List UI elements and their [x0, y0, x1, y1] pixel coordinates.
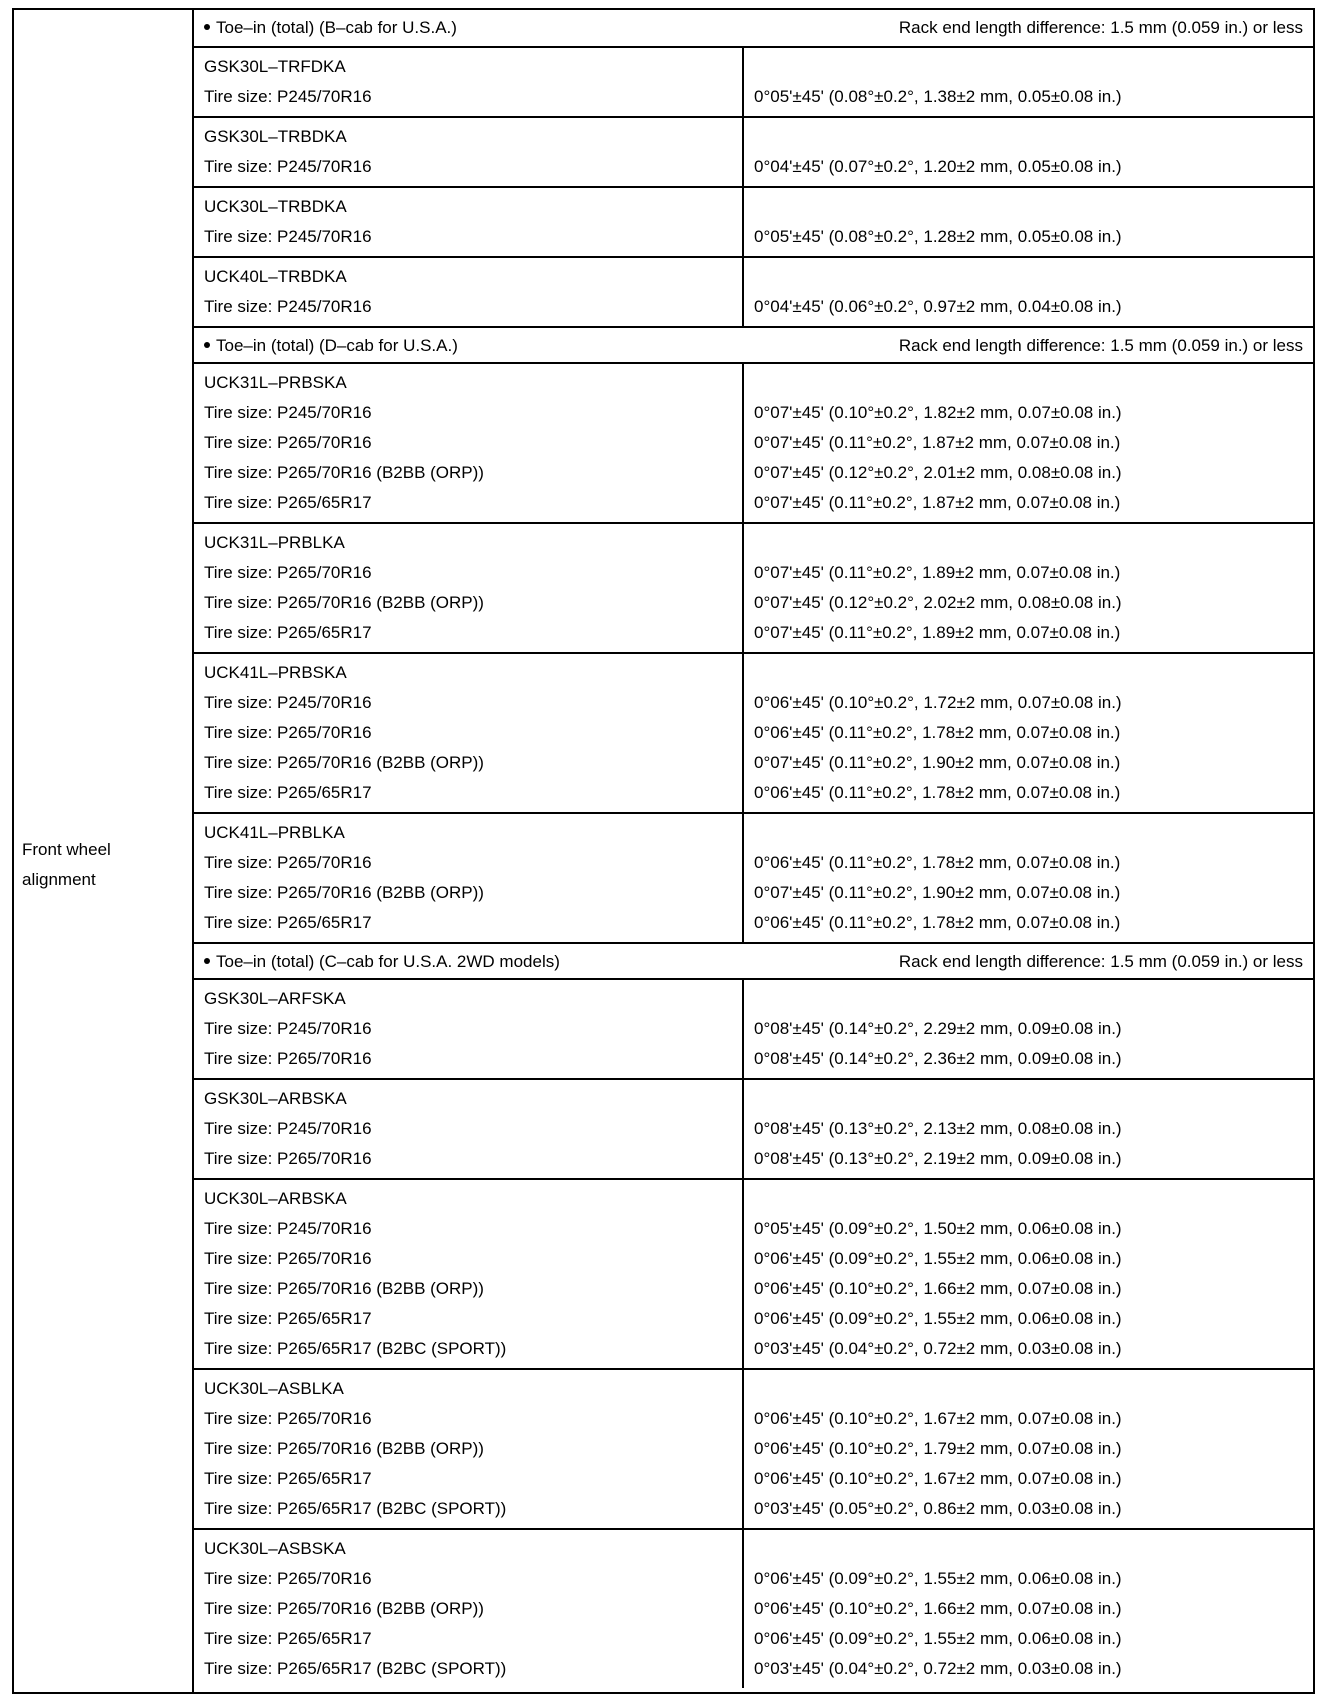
toe-in-value: 0°03'±45' (0.05°±0.2°, 0.86±2 mm, 0.03±0.08 in.): [754, 1499, 1122, 1518]
model-cell: [194, 1370, 744, 1528]
tire-size: Tire size: P265/70R16 (B2BB (ORP)): [204, 593, 484, 612]
model-group: [194, 980, 1313, 1080]
section-header: [194, 326, 1313, 364]
model-code: GSK30L–ARFSKA: [204, 989, 346, 1008]
model-cell: [194, 814, 744, 942]
model-code: UCK41L–PRBLKA: [204, 823, 345, 842]
value-cell: [744, 1080, 1313, 1178]
spacer: [754, 658, 1313, 688]
value-cell: [744, 524, 1313, 652]
tire-size: Tire size: P265/65R17: [204, 1469, 372, 1488]
section-title: [204, 10, 457, 46]
spacer: [754, 262, 1313, 292]
model-group: [194, 188, 1313, 258]
spacer: [754, 52, 1313, 82]
toe-in-value: 0°08'±45' (0.13°±0.2°, 2.19±2 mm, 0.09±0.08 in.): [754, 1149, 1122, 1168]
spacer: [754, 528, 1313, 558]
tire-size: Tire size: P245/70R16: [204, 1019, 372, 1038]
toe-in-value: 0°06'±45' (0.09°±0.2°, 1.55±2 mm, 0.06±0.08 in.): [754, 1569, 1122, 1588]
toe-in-value: 0°07'±45' (0.11°±0.2°, 1.90±2 mm, 0.07±0.08 in.): [754, 883, 1121, 902]
model-cell: [194, 364, 744, 522]
model-code: GSK30L–ARBSKA: [204, 1089, 347, 1108]
model-cell: [194, 524, 744, 652]
toe-in-value: 0°07'±45' (0.11°±0.2°, 1.87±2 mm, 0.07±0.08 in.): [754, 433, 1121, 452]
model-group: [194, 118, 1313, 188]
toe-in-value: 0°06'±45' (0.10°±0.2°, 1.66±2 mm, 0.07±0.08 in.): [754, 1599, 1122, 1618]
toe-in-value: 0°05'±45' (0.08°±0.2°, 1.28±2 mm, 0.05±0.08 in.): [754, 227, 1122, 246]
toe-in-value: 0°04'±45' (0.07°±0.2°, 1.20±2 mm, 0.05±0.08 in.): [754, 157, 1122, 176]
bullet-icon: [204, 342, 210, 348]
tire-size: Tire size: P265/65R17 (B2BC (SPORT)): [204, 1499, 507, 1518]
model-cell: [194, 1530, 744, 1688]
spacer: [754, 984, 1313, 1014]
model-group: [194, 364, 1313, 524]
toe-in-value: 0°06'±45' (0.11°±0.2°, 1.78±2 mm, 0.07±0.08 in.): [754, 853, 1121, 872]
toe-in-value: 0°06'±45' (0.10°±0.2°, 1.67±2 mm, 0.07±0.08 in.): [754, 1409, 1122, 1428]
section-header: [194, 942, 1313, 980]
tire-size: Tire size: P265/70R16: [204, 433, 372, 452]
tire-size: Tire size: P265/65R17: [204, 913, 372, 932]
spacer: [754, 818, 1313, 848]
spacer: [754, 1534, 1313, 1564]
tire-size: Tire size: P265/70R16: [204, 1569, 372, 1588]
tire-size: Tire size: P265/65R17: [204, 1629, 372, 1648]
bullet-icon: [204, 958, 210, 964]
value-cell: [744, 258, 1313, 326]
spacer: [754, 1084, 1313, 1114]
model-cell: [194, 188, 744, 256]
model-cell: [194, 980, 744, 1078]
tire-size: Tire size: P265/65R17: [204, 783, 372, 802]
tire-size: Tire size: P245/70R16: [204, 1219, 372, 1238]
model-group: [194, 1080, 1313, 1180]
tire-size: Tire size: P265/70R16 (B2BB (ORP)): [204, 1279, 484, 1298]
tire-size: Tire size: P245/70R16: [204, 403, 372, 422]
value-cell: [744, 1530, 1313, 1688]
spacer: [754, 1374, 1313, 1404]
rack-end-difference: Rack end length difference: 1.5 mm (0.059 in.) or less: [898, 18, 1303, 37]
model-group: [194, 1370, 1313, 1530]
toe-in-value: 0°05'±45' (0.08°±0.2°, 1.38±2 mm, 0.05±0.08 in.): [754, 87, 1122, 106]
value-cell: [744, 48, 1313, 116]
tire-size: Tire size: P265/70R16: [204, 1249, 372, 1268]
spacer: [754, 1184, 1313, 1214]
value-cell: [744, 654, 1313, 812]
tire-size: Tire size: P265/70R16: [204, 1409, 372, 1428]
tire-size: Tire size: P265/65R17 (B2BC (SPORT)): [204, 1659, 507, 1678]
model-group: [194, 258, 1313, 326]
tire-size: Tire size: P265/70R16 (B2BB (ORP)): [204, 1599, 484, 1618]
toe-in-value: 0°08'±45' (0.14°±0.2°, 2.36±2 mm, 0.09±0.08 in.): [754, 1049, 1122, 1068]
model-code: UCK31L–PRBLKA: [204, 533, 345, 552]
model-code: UCK30L–ARBSKA: [204, 1189, 347, 1208]
tire-size: Tire size: P265/65R17: [204, 1309, 372, 1328]
row-label-column: [14, 10, 194, 1692]
toe-in-value: 0°06'±45' (0.10°±0.2°, 1.72±2 mm, 0.07±0.08 in.): [754, 693, 1122, 712]
toe-in-value: 0°03'±45' (0.04°±0.2°, 0.72±2 mm, 0.03±0.08 in.): [754, 1659, 1122, 1678]
model-code: UCK31L–PRBSKA: [204, 373, 347, 392]
tire-size: Tire size: P265/70R16 (B2BB (ORP)): [204, 883, 484, 902]
rack-end-difference: Rack end length difference: 1.5 mm (0.059 in.) or less: [898, 336, 1303, 355]
spec-content: [194, 10, 1313, 1688]
tire-size: Tire size: P265/70R16: [204, 723, 372, 742]
toe-in-value: 0°04'±45' (0.06°±0.2°, 0.97±2 mm, 0.04±0.08 in.): [754, 297, 1122, 316]
model-group: [194, 48, 1313, 118]
tire-size: Tire size: P245/70R16: [204, 157, 372, 176]
model-cell: [194, 258, 744, 326]
value-cell: [744, 980, 1313, 1078]
toe-in-value: 0°08'±45' (0.13°±0.2°, 2.13±2 mm, 0.08±0.08 in.): [754, 1119, 1122, 1138]
tire-size: Tire size: P245/70R16: [204, 1119, 372, 1138]
model-group: [194, 1180, 1313, 1370]
model-group: [194, 1530, 1313, 1688]
model-group: [194, 814, 1313, 942]
spacer: [754, 192, 1313, 222]
model-code: UCK30L–ASBLKA: [204, 1379, 344, 1398]
spacer: [754, 368, 1313, 398]
bullet-icon: [204, 24, 210, 30]
toe-in-value: 0°07'±45' (0.11°±0.2°, 1.89±2 mm, 0.07±0.08 in.): [754, 623, 1121, 642]
toe-in-value: 0°07'±45' (0.12°±0.2°, 2.02±2 mm, 0.08±0.08 in.): [754, 593, 1122, 612]
value-cell: [744, 814, 1313, 942]
spacer: [754, 122, 1313, 152]
tire-size: Tire size: P265/70R16 (B2BB (ORP)): [204, 1439, 484, 1458]
toe-in-value: 0°08'±45' (0.14°±0.2°, 2.29±2 mm, 0.09±0.08 in.): [754, 1019, 1122, 1038]
toe-in-value: 0°06'±45' (0.10°±0.2°, 1.66±2 mm, 0.07±0.08 in.): [754, 1279, 1122, 1298]
toe-in-value: 0°07'±45' (0.11°±0.2°, 1.89±2 mm, 0.07±0.08 in.): [754, 563, 1121, 582]
model-code: GSK30L–TRBDKA: [204, 127, 347, 146]
model-code: UCK30L–TRBDKA: [204, 197, 347, 216]
tire-size: Tire size: P245/70R16: [204, 87, 372, 106]
tire-size: Tire size: P245/70R16: [204, 297, 372, 316]
section-header: [194, 10, 1313, 48]
row-label: Front wheel alignment: [22, 840, 111, 889]
value-cell: [744, 1370, 1313, 1528]
toe-in-value: 0°06'±45' (0.09°±0.2°, 1.55±2 mm, 0.06±0.08 in.): [754, 1309, 1122, 1328]
toe-in-value: 0°06'±45' (0.09°±0.2°, 1.55±2 mm, 0.06±0.08 in.): [754, 1249, 1122, 1268]
tire-size: Tire size: P265/65R17: [204, 493, 372, 512]
model-cell: [194, 1180, 744, 1368]
value-cell: [744, 1180, 1313, 1368]
value-cell: [744, 188, 1313, 256]
toe-in-value: 0°06'±45' (0.11°±0.2°, 1.78±2 mm, 0.07±0.08 in.): [754, 723, 1121, 742]
section-title: [204, 944, 560, 980]
tire-size: Tire size: P265/70R16: [204, 563, 372, 582]
spec-table: [12, 8, 1315, 1694]
tire-size: Tire size: P245/70R16: [204, 693, 372, 712]
toe-in-value: 0°03'±45' (0.04°±0.2°, 0.72±2 mm, 0.03±0.08 in.): [754, 1339, 1122, 1358]
toe-in-value: 0°07'±45' (0.11°±0.2°, 1.90±2 mm, 0.07±0.08 in.): [754, 753, 1121, 772]
toe-in-value: 0°06'±45' (0.09°±0.2°, 1.55±2 mm, 0.06±0.08 in.): [754, 1629, 1122, 1648]
tire-size: Tire size: P265/70R16 (B2BB (ORP)): [204, 753, 484, 772]
model-cell: [194, 48, 744, 116]
model-group: [194, 524, 1313, 654]
toe-in-value: 0°06'±45' (0.11°±0.2°, 1.78±2 mm, 0.07±0.08 in.): [754, 783, 1121, 802]
toe-in-value: 0°05'±45' (0.09°±0.2°, 1.50±2 mm, 0.06±0.08 in.): [754, 1219, 1122, 1238]
tire-size: Tire size: P265/70R16: [204, 1049, 372, 1068]
model-cell: [194, 654, 744, 812]
toe-in-value: 0°07'±45' (0.10°±0.2°, 1.82±2 mm, 0.07±0.08 in.): [754, 403, 1122, 422]
toe-in-value: 0°07'±45' (0.11°±0.2°, 1.87±2 mm, 0.07±0.08 in.): [754, 493, 1121, 512]
value-cell: [744, 118, 1313, 186]
value-cell: [744, 364, 1313, 522]
model-code: UCK40L–TRBDKA: [204, 267, 347, 286]
section-title-text: Toe–in (total) (B–cab for U.S.A.): [216, 18, 457, 37]
toe-in-value: 0°06'±45' (0.10°±0.2°, 1.67±2 mm, 0.07±0.08 in.): [754, 1469, 1122, 1488]
model-code: UCK30L–ASBSKA: [204, 1539, 346, 1558]
model-code: UCK41L–PRBSKA: [204, 663, 347, 682]
toe-in-value: 0°06'±45' (0.11°±0.2°, 1.78±2 mm, 0.07±0.08 in.): [754, 913, 1121, 932]
rack-end-difference: Rack end length difference: 1.5 mm (0.059 in.) or less: [898, 952, 1303, 971]
model-cell: [194, 1080, 744, 1178]
model-code: GSK30L–TRFDKA: [204, 57, 346, 76]
tire-size: Tire size: P265/65R17: [204, 623, 372, 642]
toe-in-value: 0°06'±45' (0.10°±0.2°, 1.79±2 mm, 0.07±0.08 in.): [754, 1439, 1122, 1458]
tire-size: Tire size: P245/70R16: [204, 227, 372, 246]
tire-size: Tire size: P265/70R16: [204, 1149, 372, 1168]
model-group: [194, 654, 1313, 814]
section-title: [204, 328, 458, 364]
model-cell: [194, 118, 744, 186]
section-title-text: Toe–in (total) (D–cab for U.S.A.): [216, 336, 458, 355]
section-title-text: Toe–in (total) (C–cab for U.S.A. 2WD models): [216, 952, 560, 971]
tire-size: Tire size: P265/70R16 (B2BB (ORP)): [204, 463, 484, 482]
tire-size: Tire size: P265/70R16: [204, 853, 372, 872]
toe-in-value: 0°07'±45' (0.12°±0.2°, 2.01±2 mm, 0.08±0.08 in.): [754, 463, 1122, 482]
tire-size: Tire size: P265/65R17 (B2BC (SPORT)): [204, 1339, 507, 1358]
